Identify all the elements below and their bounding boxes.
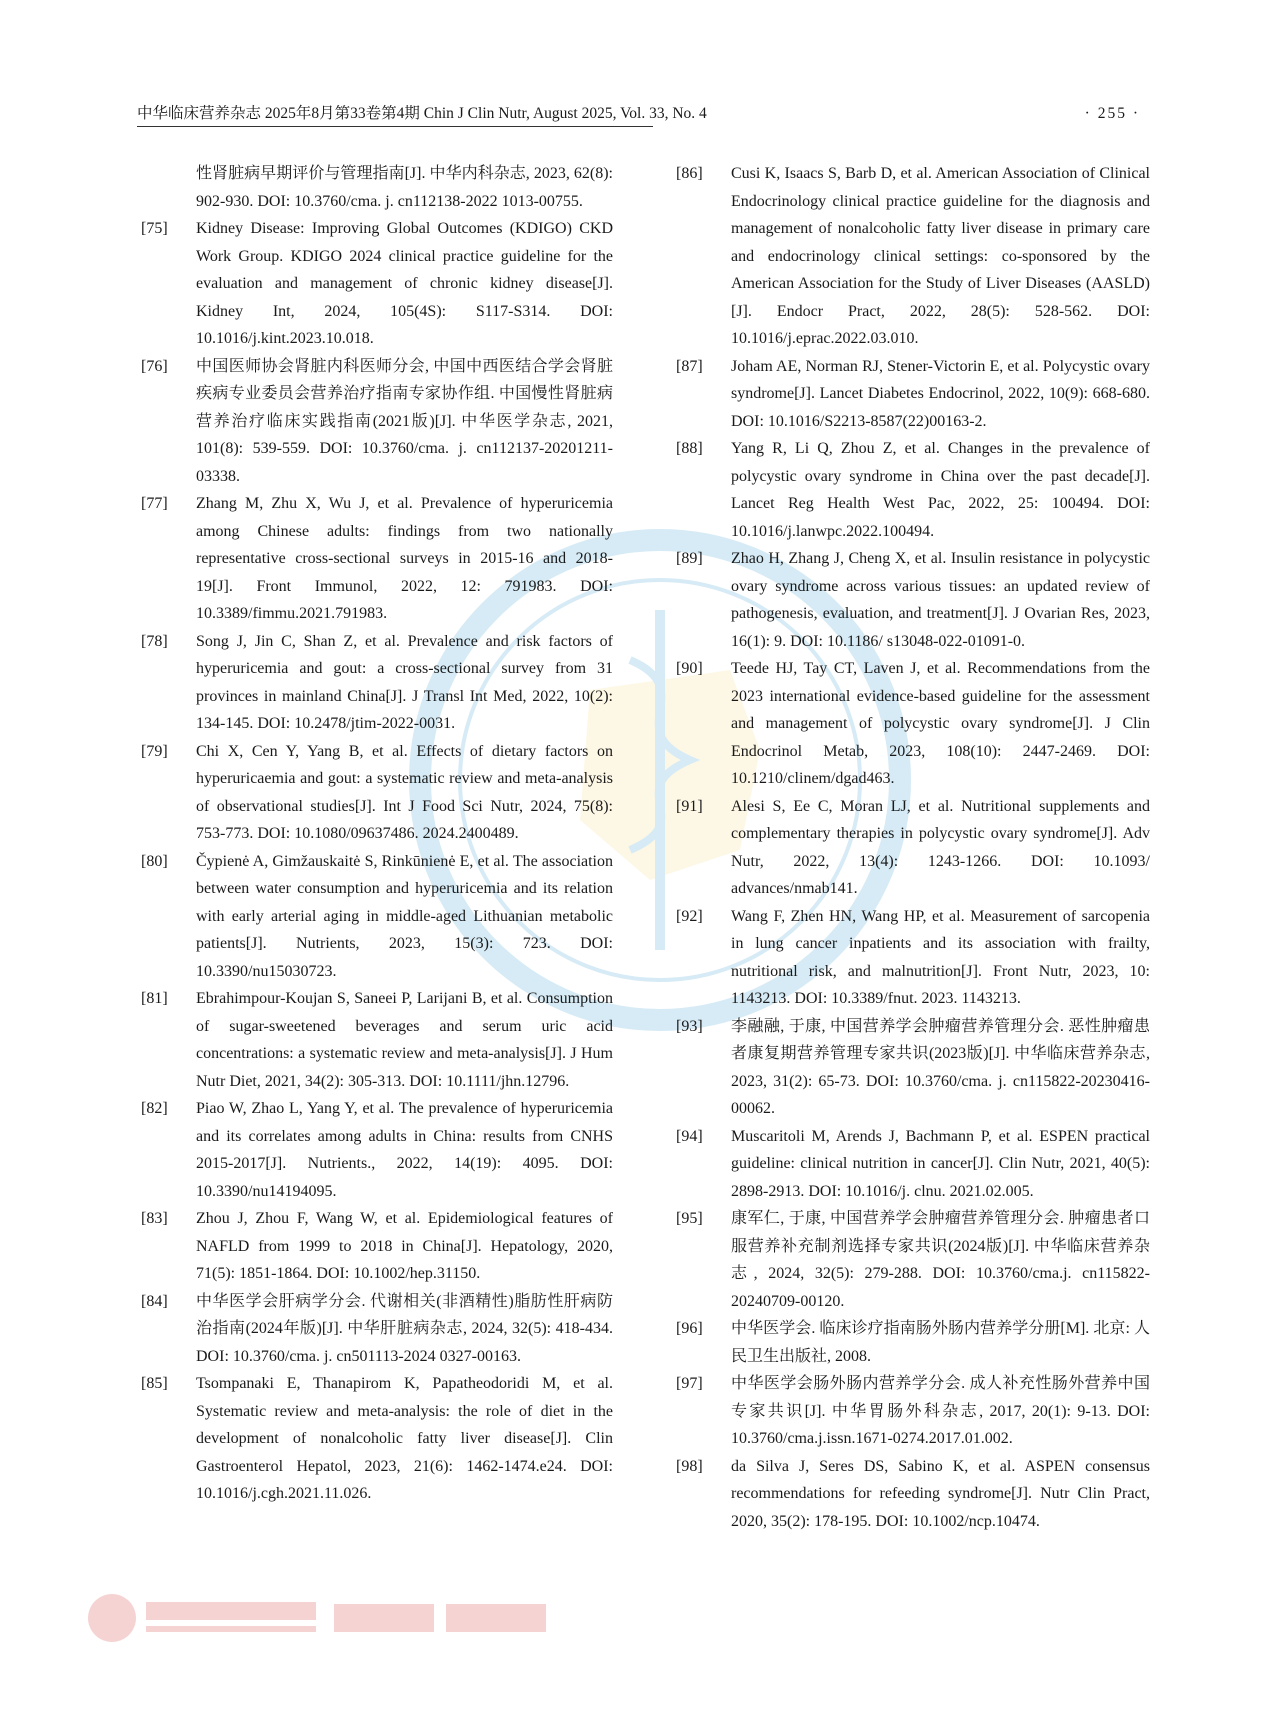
reference-entry bbox=[141, 215, 613, 353]
reference-number: [77] bbox=[141, 495, 168, 512]
reference-entry bbox=[141, 160, 613, 215]
reference-entry bbox=[676, 1453, 1150, 1536]
reference-text: Alesi S, Ee C, Moran LJ, et al. Nutritional supplements and complementary therapies in polycystic ovary syndrome[J]. Adv Nutr, 2022, 13(4): 1243-1266. DOI: 10.1093/ advances/nmab141. bbox=[731, 797, 1150, 897]
reference-number: [79] bbox=[141, 742, 168, 760]
reference-text: Piao W, Zhao L, Yang Y, et al. The prevalence of hyperuricemia and its correlates among adults in China: results from CNHS 2015-2017[J]. Nutrients., 2022, 14(19): 4095. DOI: 10.3390/nu14194095. bbox=[196, 1100, 613, 1200]
reference-text: Zhao H, Zhang J, Cheng X, et al. Insulin resistance in polycystic ovary syndrome across various tissues: an updated review of pathogenesis, evaluation, and treatment[J]. J Ovarian Res, 2023, 16(1): 9. DOI: 10.1186/ s13048-022-01091-0. bbox=[731, 550, 1150, 650]
reference-entry bbox=[141, 985, 613, 1095]
reference-entry bbox=[141, 628, 613, 738]
reference-text: 中华医学会肠外肠内营养学分会. 成人补充性肠外营养中国专家共识[J]. 中华胃肠外科杂志, 2017, 20(1): 9-13. DOI: 10.3760/cma.j.issn.1671-0274.2017.01.002. bbox=[731, 1375, 1150, 1447]
reference-text: Song J, Jin C, Shan Z, et al. Prevalence and risk factors of hyperuricemia and gout: a cross-sectional survey from 31 provinces in mainland China[J]. J Transl Int Med, 2022, 10(2): 134-145. DOI: 10.2478/jtim-2022-0031. bbox=[196, 632, 613, 732]
reference-number: [96] bbox=[676, 1320, 703, 1337]
reference-entry bbox=[676, 903, 1150, 1013]
reference-entry bbox=[676, 1315, 1150, 1370]
reference-text: Ebrahimpour-Koujan S, Saneei P, Larijani B, et al. Consumption of sugar-sweetened beverages and serum uric acid concentrations: a systematic review and meta-analysis[J]. J Hum Nutr Diet, 2021, 34(2): 305-313. DOI: 10.1111/jhn.12796. bbox=[196, 990, 613, 1090]
reference-text: Wang F, Zhen HN, Wang HP, et al. Measurement of sarcopenia in lung cancer inpatients and its association with frailty, nutritional risk, and malnutrition[J]. Front Nutr, 2023, 10: 1143213. DOI: 10.3389/fnut. 2023. 1143213. bbox=[731, 907, 1150, 1007]
page-number: · 255 · bbox=[1084, 105, 1140, 122]
reference-number: [88] bbox=[676, 440, 703, 457]
reference-number: [87] bbox=[676, 357, 703, 375]
journal-citation-header: 中华临床营养杂志 2025年8月第33卷第4期 Chin J Clin Nutr, August 2025, Vol. 33, No. 4 bbox=[137, 105, 707, 122]
reference-number: [91] bbox=[676, 797, 703, 815]
reference-entry bbox=[676, 545, 1150, 655]
reference-number: [85] bbox=[141, 1375, 168, 1392]
reference-entry bbox=[676, 1013, 1150, 1123]
reference-entry bbox=[141, 1095, 613, 1205]
reference-entry bbox=[676, 1370, 1150, 1453]
reference-text: da Silva J, Seres DS, Sabino K, et al. ASPEN consensus recommendations for refeeding syndrome[J]. Nutr Clin Pract, 2020, 35(2): 178-195. DOI: 10.1002/ncp.10474. bbox=[731, 1457, 1150, 1530]
reference-text: Kidney Disease: Improving Global Outcomes (KDIGO) CKD Work Group. KDIGO 2024 clinical practice guideline for the evaluation and management of chronic kidney disease[J]. Kidney Int, 2024, 105(4S): S117-S314. DOI: 10.1016/j.kint.2023.10.018. bbox=[196, 220, 613, 347]
header-rule bbox=[137, 126, 653, 127]
reference-text: Teede HJ, Tay CT, Laven J, et al. Recommendations from the 2023 international evidence-based guideline for the assessment and management of polycystic ovary syndrome[J]. J Clin Endocrinol Metab, 2023, 108(10): 2447-2469. DOI: 10.1210/clinem/dgad463. bbox=[731, 660, 1150, 787]
reference-entry bbox=[141, 738, 613, 848]
reference-entry bbox=[676, 1205, 1150, 1315]
reference-entry bbox=[141, 353, 613, 491]
left-reference-column bbox=[141, 160, 613, 1508]
reference-entry bbox=[141, 1205, 613, 1288]
reference-number: [90] bbox=[676, 660, 703, 677]
reference-number: [76] bbox=[141, 357, 168, 375]
reference-number: [93] bbox=[676, 1017, 703, 1035]
reference-text: Chi X, Cen Y, Yang B, et al. Effects of dietary factors on hyperuricaemia and gout: a systematic review and meta-analysis of observational studies[J]. Int J Food Sci Nutr, 2024, 75(8): 753-773. DOI: 10.1080/09637486. 2024.2400489. bbox=[196, 742, 613, 842]
reference-entry bbox=[676, 160, 1150, 353]
reference-text: 中国医师协会肾脏内科医师分会, 中国中西医结合学会肾脏疾病专业委员会营养治疗指南专家协作组. 中国慢性肾脏病营养治疗临床实践指南(2021版)[J]. 中华医学杂志, 2021, 101(8): 539-559. DOI: 10.3760/cma. j. cn112137-20201211-03338. bbox=[196, 357, 613, 485]
reference-entry bbox=[676, 793, 1150, 903]
reference-entry bbox=[676, 1123, 1150, 1206]
publisher-logo-icon bbox=[84, 1590, 564, 1646]
reference-text: Yang R, Li Q, Zhou Z, et al. Changes in the prevalence of polycystic ovary syndrome in China over the past decade[J]. Lancet Reg Health West Pac, 2022, 25: 100494. DOI: 10.1016/j.lanwpc.2022.100494. bbox=[731, 440, 1150, 540]
reference-entry bbox=[676, 353, 1150, 436]
reference-text: Muscaritoli M, Arends J, Bachmann P, et al. ESPEN practical guideline: clinical nutrition in cancer[J]. Clin Nutr, 2021, 40(5): 2898-2913. DOI: 10.1016/j. clnu. 2021.02.005. bbox=[731, 1127, 1150, 1200]
reference-number: [86] bbox=[676, 165, 703, 182]
reference-number: [78] bbox=[141, 632, 168, 650]
reference-number: [97] bbox=[676, 1375, 703, 1392]
reference-number: [95] bbox=[676, 1210, 703, 1227]
reference-text: 康军仁, 于康, 中国营养学会肿瘤营养管理分会. 肿瘤患者口服营养补充制剂选择专家共识(2024版)[J]. 中华临床营养杂志, 2024, 32(5): 279-288. DOI: 10.3760/cma.j. cn115822-20240709-00120. bbox=[731, 1210, 1150, 1310]
reference-entry bbox=[141, 1370, 613, 1508]
reference-number: [89] bbox=[676, 550, 703, 567]
reference-number: [81] bbox=[141, 990, 168, 1007]
reference-number: [98] bbox=[676, 1457, 703, 1475]
reference-number: [84] bbox=[141, 1292, 168, 1310]
reference-number: [75] bbox=[141, 220, 168, 237]
reference-number: [92] bbox=[676, 907, 703, 925]
reference-entry bbox=[676, 435, 1150, 545]
reference-text: 中华医学会. 临床诊疗指南肠外肠内营养学分册[M]. 北京: 人民卫生出版社, 2008. bbox=[731, 1320, 1150, 1365]
reference-entry bbox=[141, 1288, 613, 1371]
reference-entry bbox=[676, 655, 1150, 793]
reference-text: Zhang M, Zhu X, Wu J, et al. Prevalence of hyperuricemia among Chinese adults: findings from two nationally representative cross-sectional surveys in 2015-16 and 2018-19[J]. Front Immunol, 2022, 12: 791983. DOI: 10.3389/fimmu.2021.791983. bbox=[196, 495, 613, 622]
reference-number: [83] bbox=[141, 1210, 168, 1227]
reference-text: 中华医学会肝病学分会. 代谢相关(非酒精性)脂肪性肝病防治指南(2024年版)[J]. 中华肝脏病杂志, 2024, 32(5): 418-434. DOI: 10.3760/cma. j. cn501113-2024 0327-00163. bbox=[196, 1292, 613, 1365]
right-reference-column bbox=[676, 160, 1150, 1535]
reference-number: [82] bbox=[141, 1100, 168, 1117]
reference-text: Čypienė A, Gimžauskaitė S, Rinkūnienė E, et al. The association between water consumption and hyperuricemia and its relation with early arterial aging in middle-aged Lithuanian metabolic patients[J]. Nutrients, 2023, 15(3): 723. DOI: 10.3390/nu15030723. bbox=[196, 852, 613, 980]
reference-entry bbox=[141, 490, 613, 628]
reference-text: Cusi K, Isaacs S, Barb D, et al. American Association of Clinical Endocrinology clinical practice guideline for the diagnosis and management of nonalcoholic fatty liver disease in primary care and endocrinology clinical settings: co-sponsored by the American Association for the Study of Liver Diseases (AASLD) [J]. Endocr Pract, 2022, 28(5): 528-562. DOI: 10.1016/j.eprac.2022.03.010. bbox=[731, 165, 1150, 347]
reference-entry bbox=[141, 848, 613, 986]
reference-text: 性肾脏病早期评价与管理指南[J]. 中华内科杂志, 2023, 62(8): 902-930. DOI: 10.3760/cma. j. cn112138-2022 1013-00755. bbox=[196, 165, 613, 210]
reference-number: [94] bbox=[676, 1127, 703, 1145]
reference-text: Joham AE, Norman RJ, Stener-Victorin E, et al. Polycystic ovary syndrome[J]. Lancet Diabetes Endocrinol, 2022, 10(9): 668-680. DOI: 10.1016/S2213-8587(22)00163-2. bbox=[731, 357, 1150, 430]
reference-number: [80] bbox=[141, 852, 168, 870]
reference-text: Zhou J, Zhou F, Wang W, et al. Epidemiological features of NAFLD from 1999 to 2018 in China[J]. Hepatology, 2020, 71(5): 1851-1864. DOI: 10.1002/hep.31150. bbox=[196, 1210, 613, 1282]
reference-text: 李融融, 于康, 中国营养学会肿瘤营养管理分会. 恶性肿瘤患者康复期营养管理专家共识(2023版)[J]. 中华临床营养杂志, 2023, 31(2): 65-73. DOI: 10.3760/cma. j. cn115822-20230416-00062. bbox=[731, 1017, 1150, 1117]
reference-text: Tsompanaki E, Thanapirom K, Papatheodoridi M, et al. Systematic review and meta-analysis: the role of diet in the development of nonalcoholic fatty liver disease[J]. Clin Gastroenterol Hepatol, 2023, 21(6): 1462-1474.e24. DOI: 10.1016/j.cgh.2021.11.026. bbox=[196, 1375, 613, 1502]
